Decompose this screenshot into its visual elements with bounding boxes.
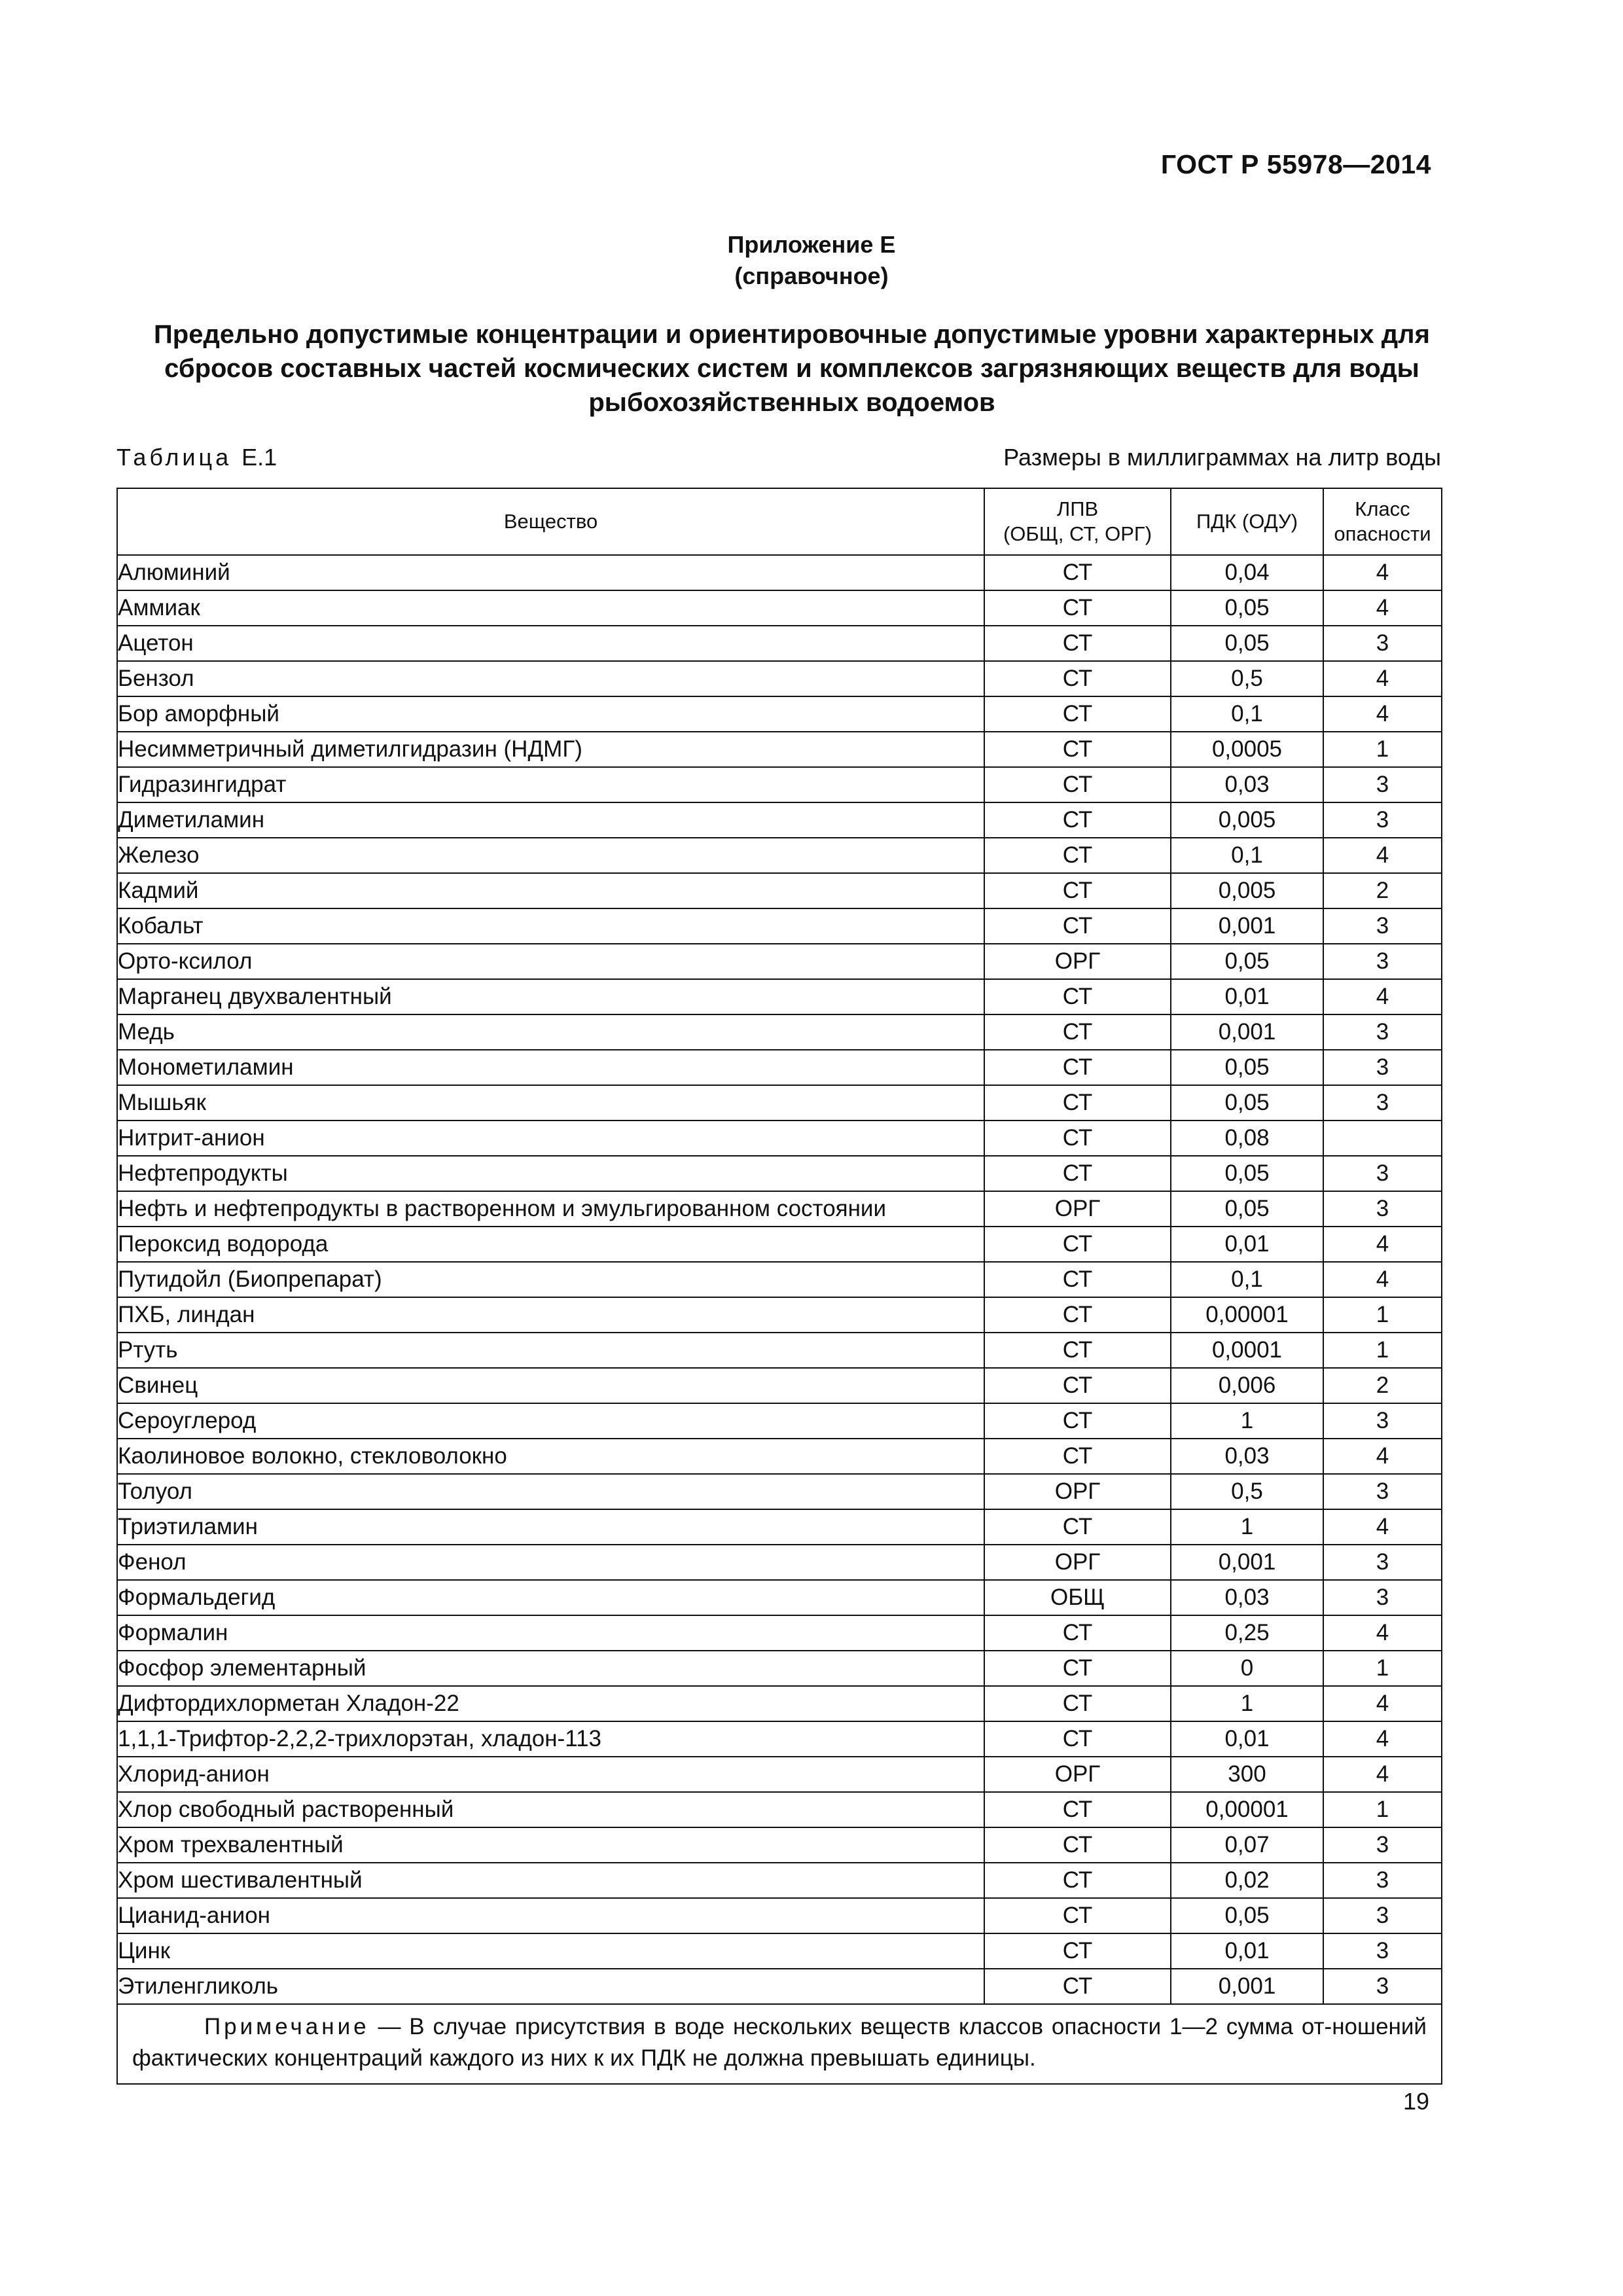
cell-substance: Дифтордихлорметан Хладон-22: [117, 1686, 984, 1721]
cell-hazard-class: 4: [1323, 555, 1442, 590]
cell-lpv: СТ: [984, 1156, 1171, 1191]
cell-pdk: 0,5: [1171, 1474, 1323, 1509]
cell-substance: Нефтепродукты: [117, 1156, 984, 1191]
cell-lpv: СТ: [984, 1686, 1171, 1721]
cell-lpv: СТ: [984, 1651, 1171, 1686]
table-row: [117, 1898, 1442, 1933]
cell-hazard-class: 1: [1323, 1651, 1442, 1686]
cell-substance: ПХБ, линдан: [117, 1297, 984, 1333]
cell-pdk: 0,05: [1171, 1085, 1323, 1121]
cell-lpv: ОРГ: [984, 1474, 1171, 1509]
cell-substance: Кадмий: [117, 873, 984, 908]
cell-hazard-class: 3: [1323, 1898, 1442, 1933]
cell-substance: Бор аморфный: [117, 696, 984, 732]
header-hazard-class: [1323, 488, 1442, 555]
cell-substance: Сероуглерод: [117, 1403, 984, 1439]
cell-substance: Медь: [117, 1014, 984, 1050]
cell-hazard-class: 4: [1323, 1439, 1442, 1474]
cell-substance: Несимметричный диметилгидразин (НДМГ): [117, 732, 984, 767]
cell-substance: Этиленгликоль: [117, 1969, 984, 2004]
cell-pdk: 0,05: [1171, 590, 1323, 626]
cell-pdk: 0,03: [1171, 767, 1323, 802]
cell-hazard-class: 4: [1323, 661, 1442, 696]
cell-hazard-class: 3: [1323, 1191, 1442, 1227]
cell-pdk: 0,07: [1171, 1827, 1323, 1863]
cell-lpv: СТ: [984, 1792, 1171, 1827]
cell-pdk: 0,0001: [1171, 1333, 1323, 1368]
table-row: [117, 1156, 1442, 1191]
cell-lpv: ОРГ: [984, 1545, 1171, 1580]
cell-hazard-class: 3: [1323, 1474, 1442, 1509]
cell-lpv: СТ: [984, 979, 1171, 1014]
cell-hazard-class: 4: [1323, 1262, 1442, 1297]
cell-substance: Триэтиламин: [117, 1509, 984, 1545]
cell-lpv: СТ: [984, 696, 1171, 732]
cell-lpv: СТ: [984, 1827, 1171, 1863]
table-row: [117, 1297, 1442, 1333]
cell-hazard-class: 3: [1323, 1580, 1442, 1615]
cell-pdk: 0,01: [1171, 1227, 1323, 1262]
table-note: [117, 2004, 1442, 2084]
cell-hazard-class: 3: [1323, 1969, 1442, 2004]
table-row: [117, 1757, 1442, 1792]
cell-pdk: 0,00001: [1171, 1792, 1323, 1827]
cell-lpv: СТ: [984, 590, 1171, 626]
cell-substance: Пероксид водорода: [117, 1227, 984, 1262]
cell-pdk: 0,1: [1171, 1262, 1323, 1297]
cell-lpv: СТ: [984, 1898, 1171, 1933]
cell-hazard-class: 4: [1323, 1509, 1442, 1545]
table-row: [117, 1545, 1442, 1580]
table-row: [117, 1368, 1442, 1403]
table-row: [117, 1509, 1442, 1545]
cell-lpv: СТ: [984, 1615, 1171, 1651]
cell-substance: Мышьяк: [117, 1085, 984, 1121]
cell-hazard-class: 1: [1323, 1792, 1442, 1827]
cell-pdk: 0,25: [1171, 1615, 1323, 1651]
cell-lpv: СТ: [984, 1333, 1171, 1368]
cell-hazard-class: 4: [1323, 838, 1442, 873]
cell-hazard-class: 4: [1323, 1721, 1442, 1757]
cell-hazard-class: 3: [1323, 1156, 1442, 1191]
cell-lpv: СТ: [984, 1439, 1171, 1474]
cell-pdk: 0,5: [1171, 661, 1323, 696]
table-row: [117, 1651, 1442, 1686]
table-row: [117, 908, 1442, 944]
appendix-title: Приложение Е: [727, 231, 896, 258]
table-row: [117, 802, 1442, 838]
appendix-heading: [0, 229, 1623, 292]
cell-pdk: 0,01: [1171, 1933, 1323, 1969]
cell-substance: Цинк: [117, 1933, 984, 1969]
cell-substance: Хлорид-анион: [117, 1757, 984, 1792]
cell-lpv: ОРГ: [984, 1757, 1171, 1792]
cell-hazard-class: 3: [1323, 944, 1442, 979]
cell-lpv: СТ: [984, 1050, 1171, 1085]
header-hazard-line2: опасности: [1334, 522, 1431, 545]
cell-hazard-class: 3: [1323, 626, 1442, 661]
table-row: [117, 626, 1442, 661]
cell-substance: Нефть и нефтепродукты в растворенном и эмульгированном состоянии: [117, 1191, 984, 1227]
cell-lpv: СТ: [984, 1121, 1171, 1156]
cell-lpv: СТ: [984, 1085, 1171, 1121]
cell-pdk: 0,1: [1171, 838, 1323, 873]
document-code: ГОСТ Р 55978—2014: [1160, 149, 1431, 179]
cell-hazard-class: 2: [1323, 873, 1442, 908]
cell-pdk: 0,02: [1171, 1863, 1323, 1898]
table-row: [117, 1827, 1442, 1863]
cell-lpv: СТ: [984, 802, 1171, 838]
cell-substance: Каолиновое волокно, стекловолокно: [117, 1439, 984, 1474]
cell-pdk: 0,04: [1171, 555, 1323, 590]
page-number: 19: [1402, 2088, 1429, 2115]
cell-substance: Аммиак: [117, 590, 984, 626]
cell-hazard-class: 4: [1323, 590, 1442, 626]
cell-hazard-class: 3: [1323, 1545, 1442, 1580]
header-substance: Вещество: [117, 488, 984, 555]
cell-lpv: СТ: [984, 1262, 1171, 1297]
cell-lpv: СТ: [984, 626, 1171, 661]
cell-substance: Алюминий: [117, 555, 984, 590]
cell-lpv: СТ: [984, 873, 1171, 908]
cell-hazard-class: 4: [1323, 1615, 1442, 1651]
cell-substance: Формалин: [117, 1615, 984, 1651]
cell-hazard-class: 3: [1323, 1050, 1442, 1085]
cell-lpv: СТ: [984, 1368, 1171, 1403]
table-row: [117, 1580, 1442, 1615]
table-row: [117, 1439, 1442, 1474]
cell-lpv: СТ: [984, 767, 1171, 802]
cell-hazard-class: 3: [1323, 908, 1442, 944]
cell-hazard-class: 4: [1323, 1227, 1442, 1262]
cell-pdk: 0,1: [1171, 696, 1323, 732]
cell-pdk: 0,005: [1171, 802, 1323, 838]
cell-substance: Путидойл (Биопрепарат): [117, 1262, 984, 1297]
cell-pdk: 0,001: [1171, 1969, 1323, 2004]
cell-lpv: СТ: [984, 1297, 1171, 1333]
cell-lpv: СТ: [984, 1721, 1171, 1757]
cell-pdk: 0,006: [1171, 1368, 1323, 1403]
table-caption: [116, 444, 277, 471]
cell-substance: Формальдегид: [117, 1580, 984, 1615]
cell-pdk: 0,001: [1171, 908, 1323, 944]
cell-hazard-class: 3: [1323, 802, 1442, 838]
cell-pdk: 0,00001: [1171, 1297, 1323, 1333]
cell-substance: Кобальт: [117, 908, 984, 944]
cell-hazard-class: 1: [1323, 732, 1442, 767]
cell-lpv: СТ: [984, 1227, 1171, 1262]
cell-hazard-class: 4: [1323, 696, 1442, 732]
cell-pdk: 0,001: [1171, 1014, 1323, 1050]
header-lpv-line2: (ОБЩ, СТ, ОРГ): [1003, 522, 1152, 545]
header-pdk: ПДК (ОДУ): [1171, 488, 1323, 555]
cell-substance: Орто-ксилол: [117, 944, 984, 979]
table-row: [117, 1721, 1442, 1757]
cell-lpv: СТ: [984, 908, 1171, 944]
header-hazard-line1: Класс: [1355, 497, 1410, 520]
cell-pdk: 0,03: [1171, 1439, 1323, 1474]
cell-pdk: 0,03: [1171, 1580, 1323, 1615]
table-row: [117, 696, 1442, 732]
cell-pdk: 1: [1171, 1509, 1323, 1545]
header-lpv-line1: ЛПВ: [1056, 497, 1099, 520]
cell-substance: Хлор свободный растворенный: [117, 1792, 984, 1827]
cell-hazard-class: 1: [1323, 1297, 1442, 1333]
cell-substance: 1,1,1-Трифтор-2,2,2-трихлорэтан, хладон-113: [117, 1721, 984, 1757]
table-body: [117, 555, 1442, 2004]
cell-substance: Бензол: [117, 661, 984, 696]
table-note-row: [117, 2004, 1442, 2084]
cell-pdk: 0,05: [1171, 1898, 1323, 1933]
cell-pdk: 0,05: [1171, 944, 1323, 979]
table-row: [117, 1227, 1442, 1262]
cell-lpv: СТ: [984, 1863, 1171, 1898]
table-row: [117, 1403, 1442, 1439]
table-caption-row: [116, 444, 1441, 475]
cell-substance: Фенол: [117, 1545, 984, 1580]
cell-pdk: 0,05: [1171, 626, 1323, 661]
cell-hazard-class: [1323, 1121, 1442, 1156]
cell-hazard-class: 3: [1323, 1863, 1442, 1898]
header-lpv: [984, 488, 1171, 555]
cell-substance: Монометиламин: [117, 1050, 984, 1085]
cell-pdk: 0,005: [1171, 873, 1323, 908]
table-row: [117, 944, 1442, 979]
table-row: [117, 1969, 1442, 2004]
table-row: [117, 1191, 1442, 1227]
cell-pdk: 0,05: [1171, 1191, 1323, 1227]
table-units: Размеры в миллиграммах на литр воды: [1003, 444, 1441, 471]
table-row: [117, 590, 1442, 626]
cell-substance: Хром шестивалентный: [117, 1863, 984, 1898]
table-row: [117, 1615, 1442, 1651]
cell-substance: Ацетон: [117, 626, 984, 661]
table-row: [117, 1333, 1442, 1368]
cell-lpv: СТ: [984, 732, 1171, 767]
document-title: Предельно допустимые концентрации и ориентировочные допустимые уровни характерных для сбросов составных частей космических систем и комплексов загрязняющих веществ для воды рыбохозяйственных водоемов: [154, 320, 1430, 417]
table-row: [117, 979, 1442, 1014]
cell-substance: Нитрит-анион: [117, 1121, 984, 1156]
cell-hazard-class: 2: [1323, 1368, 1442, 1403]
cell-hazard-class: 4: [1323, 979, 1442, 1014]
cell-substance: Марганец двухвалентный: [117, 979, 984, 1014]
cell-lpv: ОРГ: [984, 1191, 1171, 1227]
cell-lpv: ОРГ: [984, 944, 1171, 979]
cell-pdk: 1: [1171, 1686, 1323, 1721]
cell-hazard-class: 4: [1323, 1757, 1442, 1792]
cell-hazard-class: 1: [1323, 1333, 1442, 1368]
table-row: [117, 1014, 1442, 1050]
cell-pdk: 1: [1171, 1403, 1323, 1439]
cell-substance: Цианид-анион: [117, 1898, 984, 1933]
cell-pdk: 0,08: [1171, 1121, 1323, 1156]
table-row: [117, 1686, 1442, 1721]
cell-hazard-class: 3: [1323, 1827, 1442, 1863]
note-text: — В случае присутствия в воде нескольких веществ классов опасности 1—2 сумма от-ношений фактических концентраций каждого из них к их ПДК не должна превышать единицы.: [132, 2014, 1427, 2071]
cell-lpv: СТ: [984, 838, 1171, 873]
cell-lpv: ОБЩ: [984, 1580, 1171, 1615]
table-row: [117, 1792, 1442, 1827]
cell-pdk: 0,0005: [1171, 732, 1323, 767]
cell-lpv: СТ: [984, 1933, 1171, 1969]
cell-substance: Гидразингидрат: [117, 767, 984, 802]
cell-lpv: СТ: [984, 1509, 1171, 1545]
cell-pdk: 300: [1171, 1757, 1323, 1792]
cell-pdk: 0: [1171, 1651, 1323, 1686]
table-row: [117, 661, 1442, 696]
cell-hazard-class: 3: [1323, 1403, 1442, 1439]
table-caption-word: Таблица: [116, 444, 232, 471]
cell-hazard-class: 3: [1323, 1933, 1442, 1969]
cell-hazard-class: 3: [1323, 1014, 1442, 1050]
cell-hazard-class: 3: [1323, 767, 1442, 802]
substances-table: [116, 488, 1442, 2085]
cell-lpv: СТ: [984, 555, 1171, 590]
cell-hazard-class: 3: [1323, 1085, 1442, 1121]
cell-pdk: 0,05: [1171, 1156, 1323, 1191]
table-row: [117, 1050, 1442, 1085]
cell-substance: Толуол: [117, 1474, 984, 1509]
table-row: [117, 1085, 1442, 1121]
table-row: [117, 873, 1442, 908]
cell-substance: Свинец: [117, 1368, 984, 1403]
cell-substance: Диметиламин: [117, 802, 984, 838]
appendix-subtitle: (справочное): [734, 262, 889, 289]
cell-substance: Железо: [117, 838, 984, 873]
table-row: [117, 732, 1442, 767]
table-row: [117, 1933, 1442, 1969]
cell-lpv: СТ: [984, 1969, 1171, 2004]
cell-pdk: 0,05: [1171, 1050, 1323, 1085]
cell-pdk: 0,01: [1171, 979, 1323, 1014]
cell-lpv: СТ: [984, 661, 1171, 696]
table-row: [117, 1863, 1442, 1898]
table-row: [117, 1121, 1442, 1156]
table-row: [117, 767, 1442, 802]
cell-hazard-class: 4: [1323, 1686, 1442, 1721]
table-row: [117, 1474, 1442, 1509]
table-caption-number: Е.1: [241, 444, 277, 471]
cell-pdk: 0,01: [1171, 1721, 1323, 1757]
cell-substance: Фосфор элементарный: [117, 1651, 984, 1686]
cell-substance: Ртуть: [117, 1333, 984, 1368]
cell-lpv: СТ: [984, 1403, 1171, 1439]
cell-lpv: СТ: [984, 1014, 1171, 1050]
cell-pdk: 0,001: [1171, 1545, 1323, 1580]
table-row: [117, 555, 1442, 590]
table-header-row: [117, 488, 1442, 555]
table-row: [117, 1262, 1442, 1297]
cell-substance: Хром трехвалентный: [117, 1827, 984, 1863]
note-label: Примечание: [204, 2014, 370, 2039]
table-row: [117, 838, 1442, 873]
